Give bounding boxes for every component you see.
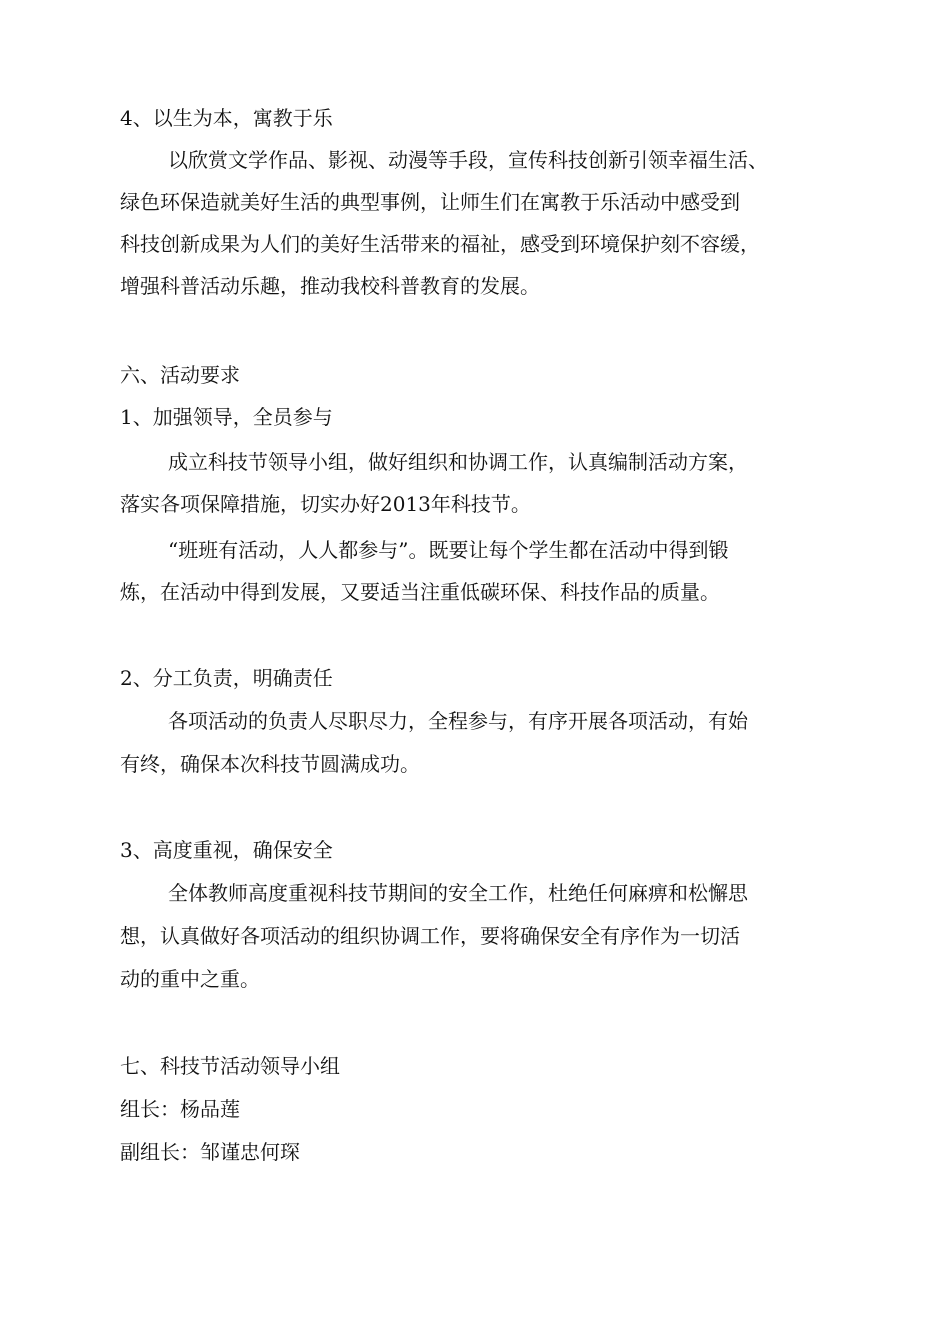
leader-line: 组长：杨品莲: [120, 1097, 240, 1121]
paragraph-line: 绿色环保造就美好生活的典型事例，让师生们在寓教于乐活动中感受到: [120, 190, 740, 214]
section-4-heading: 4、以生为本，寓教于乐: [120, 106, 333, 130]
deputy-leader-line: 副组长：邹谨忠何琛: [120, 1140, 300, 1164]
paragraph-line: 炼，在活动中得到发展，又要适当注重低碳环保、科技作品的质量。: [120, 580, 720, 604]
paragraph-line: 想，认真做好各项活动的组织协调工作，要将确保安全有序作为一切活: [120, 924, 740, 948]
item-2-heading: 2、分工负责，明确责任: [120, 666, 333, 690]
paragraph-line: “班班有活动，人人都参与”。既要让每个学生都在活动中得到锻: [168, 538, 729, 562]
section-6-title: 六、活动要求: [120, 363, 240, 387]
paragraph-line: 全体教师高度重视科技节期间的安全工作，杜绝任何麻痹和松懈思: [168, 881, 748, 905]
paragraph-line: 科技创新成果为人们的美好生活带来的福祉，感受到环境保护刻不容缓，: [120, 232, 760, 256]
paragraph-line: 以欣赏文学作品、影视、动漫等手段，宣传科技创新引领幸福生活、: [168, 148, 768, 172]
paragraph-line: 有终，确保本次科技节圆满成功。: [120, 752, 420, 776]
item-3-heading: 3、高度重视，确保安全: [120, 838, 333, 862]
item-1-heading: 1、加强领导，全员参与: [120, 405, 333, 429]
paragraph-line: 动的重中之重。: [120, 967, 260, 991]
paragraph-line: 增强科普活动乐趣，推动我校科普教育的发展。: [120, 274, 540, 298]
paragraph-line: 各项活动的负责人尽职尽力，全程参与，有序开展各项活动，有始: [168, 709, 748, 733]
paragraph-line: 成立科技节领导小组，做好组织和协调工作，认真编制活动方案，: [168, 450, 748, 474]
paragraph-line: 落实各项保障措施，切实办好2013年科技节。: [120, 492, 531, 516]
section-7-title: 七、科技节活动领导小组: [120, 1054, 340, 1078]
